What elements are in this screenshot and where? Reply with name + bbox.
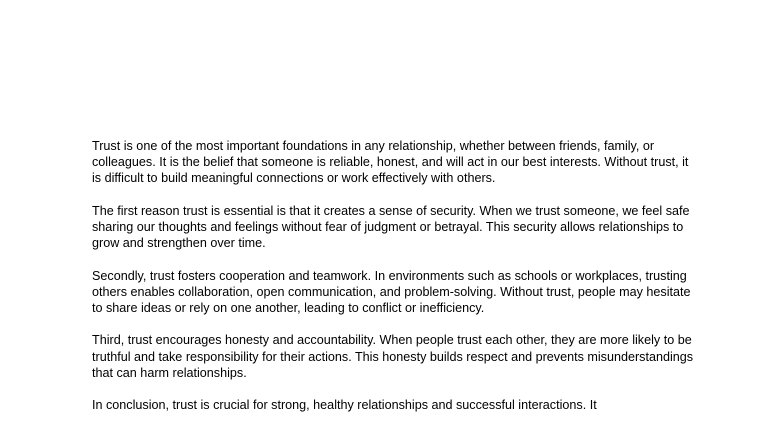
paragraph-conclusion: In conclusion, trust is crucial for strong, healthy relationships and successful interactions. It xyxy=(92,398,597,413)
paragraph-cooperation: Secondly, trust fosters cooperation and teamwork. In environments such as schools or workplaces, trusting others enables collaboration, open communication, and problem-solving. Without trust, people may hesitate to share ideas or rely on one another, leading to conflict or inefficiency. xyxy=(92,268,691,315)
paragraph-intro: Trust is one of the most important foundations in any relationship, whether between friends, family, or colleagues. It is the belief that someone is reliable, honest, and will act in our best interests. Without trust, it is difficult to build meaningful connections or work effectively with others. xyxy=(92,139,689,186)
document-body xyxy=(92,138,698,430)
paragraph-security: The first reason trust is essential is that it creates a sense of security. When we trust someone, we feel safe sharing our thoughts and feelings without fear of judgment or betrayal. This security allows relationships to grow and strengthen over time. xyxy=(92,203,690,251)
paragraph-honesty: Third, trust encourages honesty and accountability. When people trust each other, they are more likely to be truthful and take responsibility for their actions. This honesty builds respect and prevents misunderstandings that can harm relationships. xyxy=(92,333,694,380)
